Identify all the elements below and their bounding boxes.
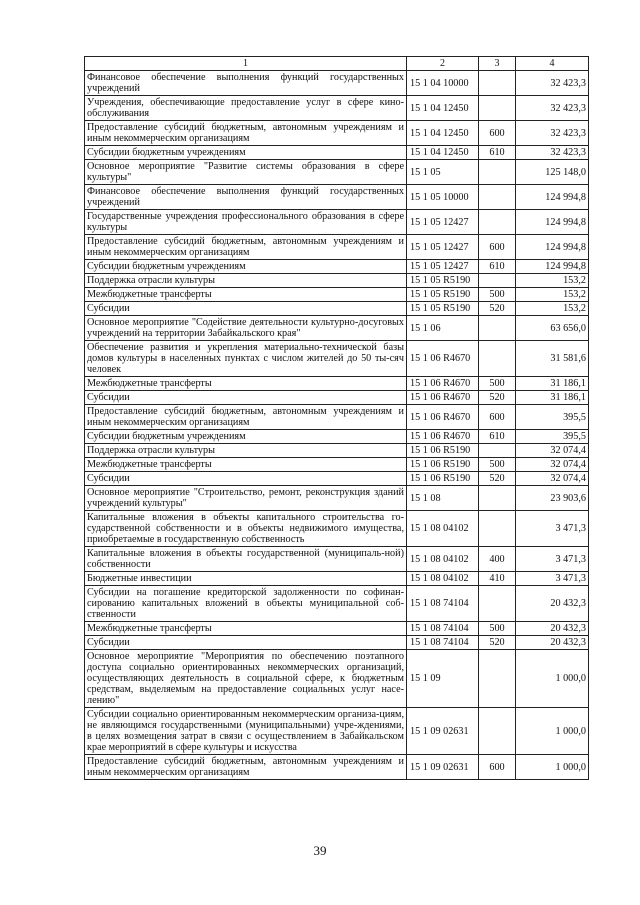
row-name: Предоставление субсидий бюджетным, автономным учреждениям и иным некоммерческим организациям: [85, 405, 407, 430]
row-amount: 153,2: [516, 288, 589, 302]
row-code: 15 1 08 04102: [407, 547, 479, 572]
row-amount: 3 471,3: [516, 547, 589, 572]
row-name: Предоставление субсидий бюджетным, автономным учреждениям и иным некоммерческим организациям: [85, 755, 407, 780]
row-name: Межбюджетные трансферты: [85, 622, 407, 636]
row-type-code: [479, 341, 516, 377]
row-type-code: [479, 511, 516, 547]
row-code: 15 1 05: [407, 160, 479, 185]
table-row: [85, 377, 589, 391]
row-name: Обеспечение развития и укрепления материально-технической базы домов культуры в населенных пунктах с числом жителей до 50 ты-сяч человек: [85, 341, 407, 377]
row-amount: 32 423,3: [516, 121, 589, 146]
row-amount: 32 423,3: [516, 96, 589, 121]
row-amount: 32 074,4: [516, 472, 589, 486]
table-row: [85, 316, 589, 341]
row-type-code: 500: [479, 288, 516, 302]
row-type-code: [479, 160, 516, 185]
table-row: [85, 235, 589, 260]
row-type-code: 610: [479, 430, 516, 444]
row-type-code: 600: [479, 121, 516, 146]
table-row: [85, 146, 589, 160]
row-code: 15 1 05 10000: [407, 185, 479, 210]
row-name: Субсидии: [85, 391, 407, 405]
table-row: [85, 755, 589, 780]
table-row: [85, 486, 589, 511]
row-amount: 124 994,8: [516, 235, 589, 260]
row-type-code: 500: [479, 622, 516, 636]
row-code: 15 1 04 12450: [407, 96, 479, 121]
row-name: Субсидии: [85, 472, 407, 486]
row-code: 15 1 08 74104: [407, 586, 479, 622]
row-code: 15 1 06 R5190: [407, 444, 479, 458]
row-code: 15 1 05 R5190: [407, 288, 479, 302]
row-amount: 31 581,6: [516, 341, 589, 377]
row-name: Капитальные вложения в объекты государственной (муниципаль-ной) собственности: [85, 547, 407, 572]
row-type-code: [479, 185, 516, 210]
row-amount: 20 432,3: [516, 622, 589, 636]
row-name: Субсидии социально ориентированным некоммерческим организа-циям, не являющимся государственными (муниципальными) учре-ждениями, в целях возмещения затрат в связи с осуществлением в Забайкальском крае мероприятий в сфере культуры и искусства: [85, 708, 407, 755]
row-amount: 31 186,1: [516, 391, 589, 405]
row-amount: 1 000,0: [516, 755, 589, 780]
row-name: Основное мероприятие "Строительство, ремонт, реконструкция зданий учреждений культуры": [85, 486, 407, 511]
row-type-code: 520: [479, 302, 516, 316]
row-code: 15 1 06 R5190: [407, 458, 479, 472]
row-amount: 125 148,0: [516, 160, 589, 185]
row-name: Учреждения, обеспечивающие предоставление услуг в сфере кино-обслуживания: [85, 96, 407, 121]
header-row: [85, 57, 589, 71]
row-amount: 23 903,6: [516, 486, 589, 511]
row-amount: 20 432,3: [516, 636, 589, 650]
row-type-code: 610: [479, 260, 516, 274]
row-amount: 153,2: [516, 302, 589, 316]
row-code: 15 1 06 R4670: [407, 405, 479, 430]
header-col-1: 1: [85, 57, 407, 71]
row-code: 15 1 08 04102: [407, 572, 479, 586]
row-name: Капитальные вложения в объекты капитального строительства го-сударственной собственности и в объекты недвижимого имущества, приобретаемые в государственную собственность: [85, 511, 407, 547]
row-amount: 1 000,0: [516, 708, 589, 755]
row-amount: 124 994,8: [516, 260, 589, 274]
row-code: 15 1 09 02631: [407, 755, 479, 780]
row-code: 15 1 06 R4670: [407, 341, 479, 377]
row-name: Субсидии бюджетным учреждениям: [85, 146, 407, 160]
row-name: Финансовое обеспечение выполнения функций государственных учреждений: [85, 185, 407, 210]
row-name: Основное мероприятие "Мероприятия по обеспечению поэтапного доступа социально ориентированных некоммерческих организаций, осуществляющих деятельность в социальной сфере, к бюджетным средствам, выделяемым на предоставление социальных услуг насе-лению": [85, 650, 407, 708]
table-row: [85, 708, 589, 755]
row-type-code: [479, 708, 516, 755]
row-name: Поддержка отрасли культуры: [85, 444, 407, 458]
table-row: [85, 185, 589, 210]
row-code: 15 1 08 74104: [407, 636, 479, 650]
table-row: [85, 260, 589, 274]
row-amount: 32 074,4: [516, 458, 589, 472]
row-name: Субсидии: [85, 302, 407, 316]
row-amount: 20 432,3: [516, 586, 589, 622]
row-type-code: 600: [479, 235, 516, 260]
row-code: 15 1 05 12427: [407, 235, 479, 260]
row-amount: 124 994,8: [516, 185, 589, 210]
row-type-code: [479, 316, 516, 341]
row-amount: 32 423,3: [516, 146, 589, 160]
row-type-code: 400: [479, 547, 516, 572]
row-code: 15 1 08: [407, 486, 479, 511]
row-type-code: 600: [479, 405, 516, 430]
table-row: [85, 274, 589, 288]
row-amount: 153,2: [516, 274, 589, 288]
row-name: Субсидии: [85, 636, 407, 650]
page-number: 39: [313, 843, 327, 858]
table-row: [85, 71, 589, 96]
row-type-code: [479, 486, 516, 511]
row-code: 15 1 06 R4670: [407, 391, 479, 405]
row-name: Субсидии на погашение кредиторской задолженности по софинан-сированию капитальных вложений в объекты муниципальной соб-ственности: [85, 586, 407, 622]
header-col-2: 2: [407, 57, 479, 71]
row-amount: 3 471,3: [516, 572, 589, 586]
row-code: 15 1 08 74104: [407, 622, 479, 636]
row-name: Бюджетные инвестиции: [85, 572, 407, 586]
row-type-code: [479, 586, 516, 622]
row-name: Межбюджетные трансферты: [85, 288, 407, 302]
row-code: 15 1 05 12427: [407, 260, 479, 274]
table-row: [85, 341, 589, 377]
row-code: 15 1 04 10000: [407, 71, 479, 96]
row-name: Межбюджетные трансферты: [85, 458, 407, 472]
row-name: Поддержка отрасли культуры: [85, 274, 407, 288]
row-name: Предоставление субсидий бюджетным, автономным учреждениям и иным некоммерческим организациям: [85, 235, 407, 260]
header-col-3: 3: [479, 57, 516, 71]
row-code: 15 1 06 R5190: [407, 472, 479, 486]
table-row: [85, 636, 589, 650]
row-code: 15 1 05 R5190: [407, 302, 479, 316]
row-type-code: [479, 210, 516, 235]
table-row: [85, 622, 589, 636]
row-amount: 124 994,8: [516, 210, 589, 235]
table-row: [85, 650, 589, 708]
table-row: [85, 572, 589, 586]
table-row: [85, 405, 589, 430]
row-code: 15 1 09 02631: [407, 708, 479, 755]
table-row: [85, 288, 589, 302]
row-name: Основное мероприятие "Содействие деятельности культурно-досуговых учреждений на территории Забайкальского края": [85, 316, 407, 341]
row-amount: 1 000,0: [516, 650, 589, 708]
table-row: [85, 391, 589, 405]
row-name: Субсидии бюджетным учреждениям: [85, 430, 407, 444]
table-row: [85, 547, 589, 572]
row-type-code: [479, 71, 516, 96]
table-row: [85, 96, 589, 121]
table-row: [85, 210, 589, 235]
row-amount: 31 186,1: [516, 377, 589, 391]
table-row: [85, 472, 589, 486]
table-row: [85, 302, 589, 316]
row-type-code: [479, 650, 516, 708]
row-type-code: [479, 444, 516, 458]
row-code: 15 1 04 12450: [407, 121, 479, 146]
row-code: 15 1 09: [407, 650, 479, 708]
row-amount: 32 074,4: [516, 444, 589, 458]
row-type-code: [479, 274, 516, 288]
row-amount: 395,5: [516, 405, 589, 430]
row-type-code: 600: [479, 755, 516, 780]
table-row: [85, 430, 589, 444]
row-name: Межбюджетные трансферты: [85, 377, 407, 391]
table-row: [85, 121, 589, 146]
row-name: Предоставление субсидий бюджетным, автономным учреждениям и иным некоммерческим организациям: [85, 121, 407, 146]
row-amount: 395,5: [516, 430, 589, 444]
table-row: [85, 511, 589, 547]
row-type-code: 520: [479, 472, 516, 486]
row-type-code: 520: [479, 636, 516, 650]
table-row: [85, 160, 589, 185]
row-amount: 32 423,3: [516, 71, 589, 96]
row-type-code: 410: [479, 572, 516, 586]
row-name: Финансовое обеспечение выполнения функций государственных учреждений: [85, 71, 407, 96]
table-row: [85, 458, 589, 472]
row-amount: 63 656,0: [516, 316, 589, 341]
row-type-code: 500: [479, 377, 516, 391]
row-code: 15 1 06 R4670: [407, 377, 479, 391]
row-code: 15 1 05 12427: [407, 210, 479, 235]
budget-table: [84, 56, 589, 780]
row-code: 15 1 05 R5190: [407, 274, 479, 288]
row-type-code: 610: [479, 146, 516, 160]
row-name: Государственные учреждения профессионального образования в сфере культуры: [85, 210, 407, 235]
row-code: 15 1 08 04102: [407, 511, 479, 547]
row-type-code: 520: [479, 391, 516, 405]
row-name: Субсидии бюджетным учреждениям: [85, 260, 407, 274]
row-type-code: 500: [479, 458, 516, 472]
table-row: [85, 586, 589, 622]
row-code: 15 1 06 R4670: [407, 430, 479, 444]
row-name: Основное мероприятие "Развитие системы образования в сфере культуры": [85, 160, 407, 185]
row-amount: 3 471,3: [516, 511, 589, 547]
table-row: [85, 444, 589, 458]
header-col-4: 4: [516, 57, 589, 71]
row-code: 15 1 04 12450: [407, 146, 479, 160]
row-type-code: [479, 96, 516, 121]
row-code: 15 1 06: [407, 316, 479, 341]
